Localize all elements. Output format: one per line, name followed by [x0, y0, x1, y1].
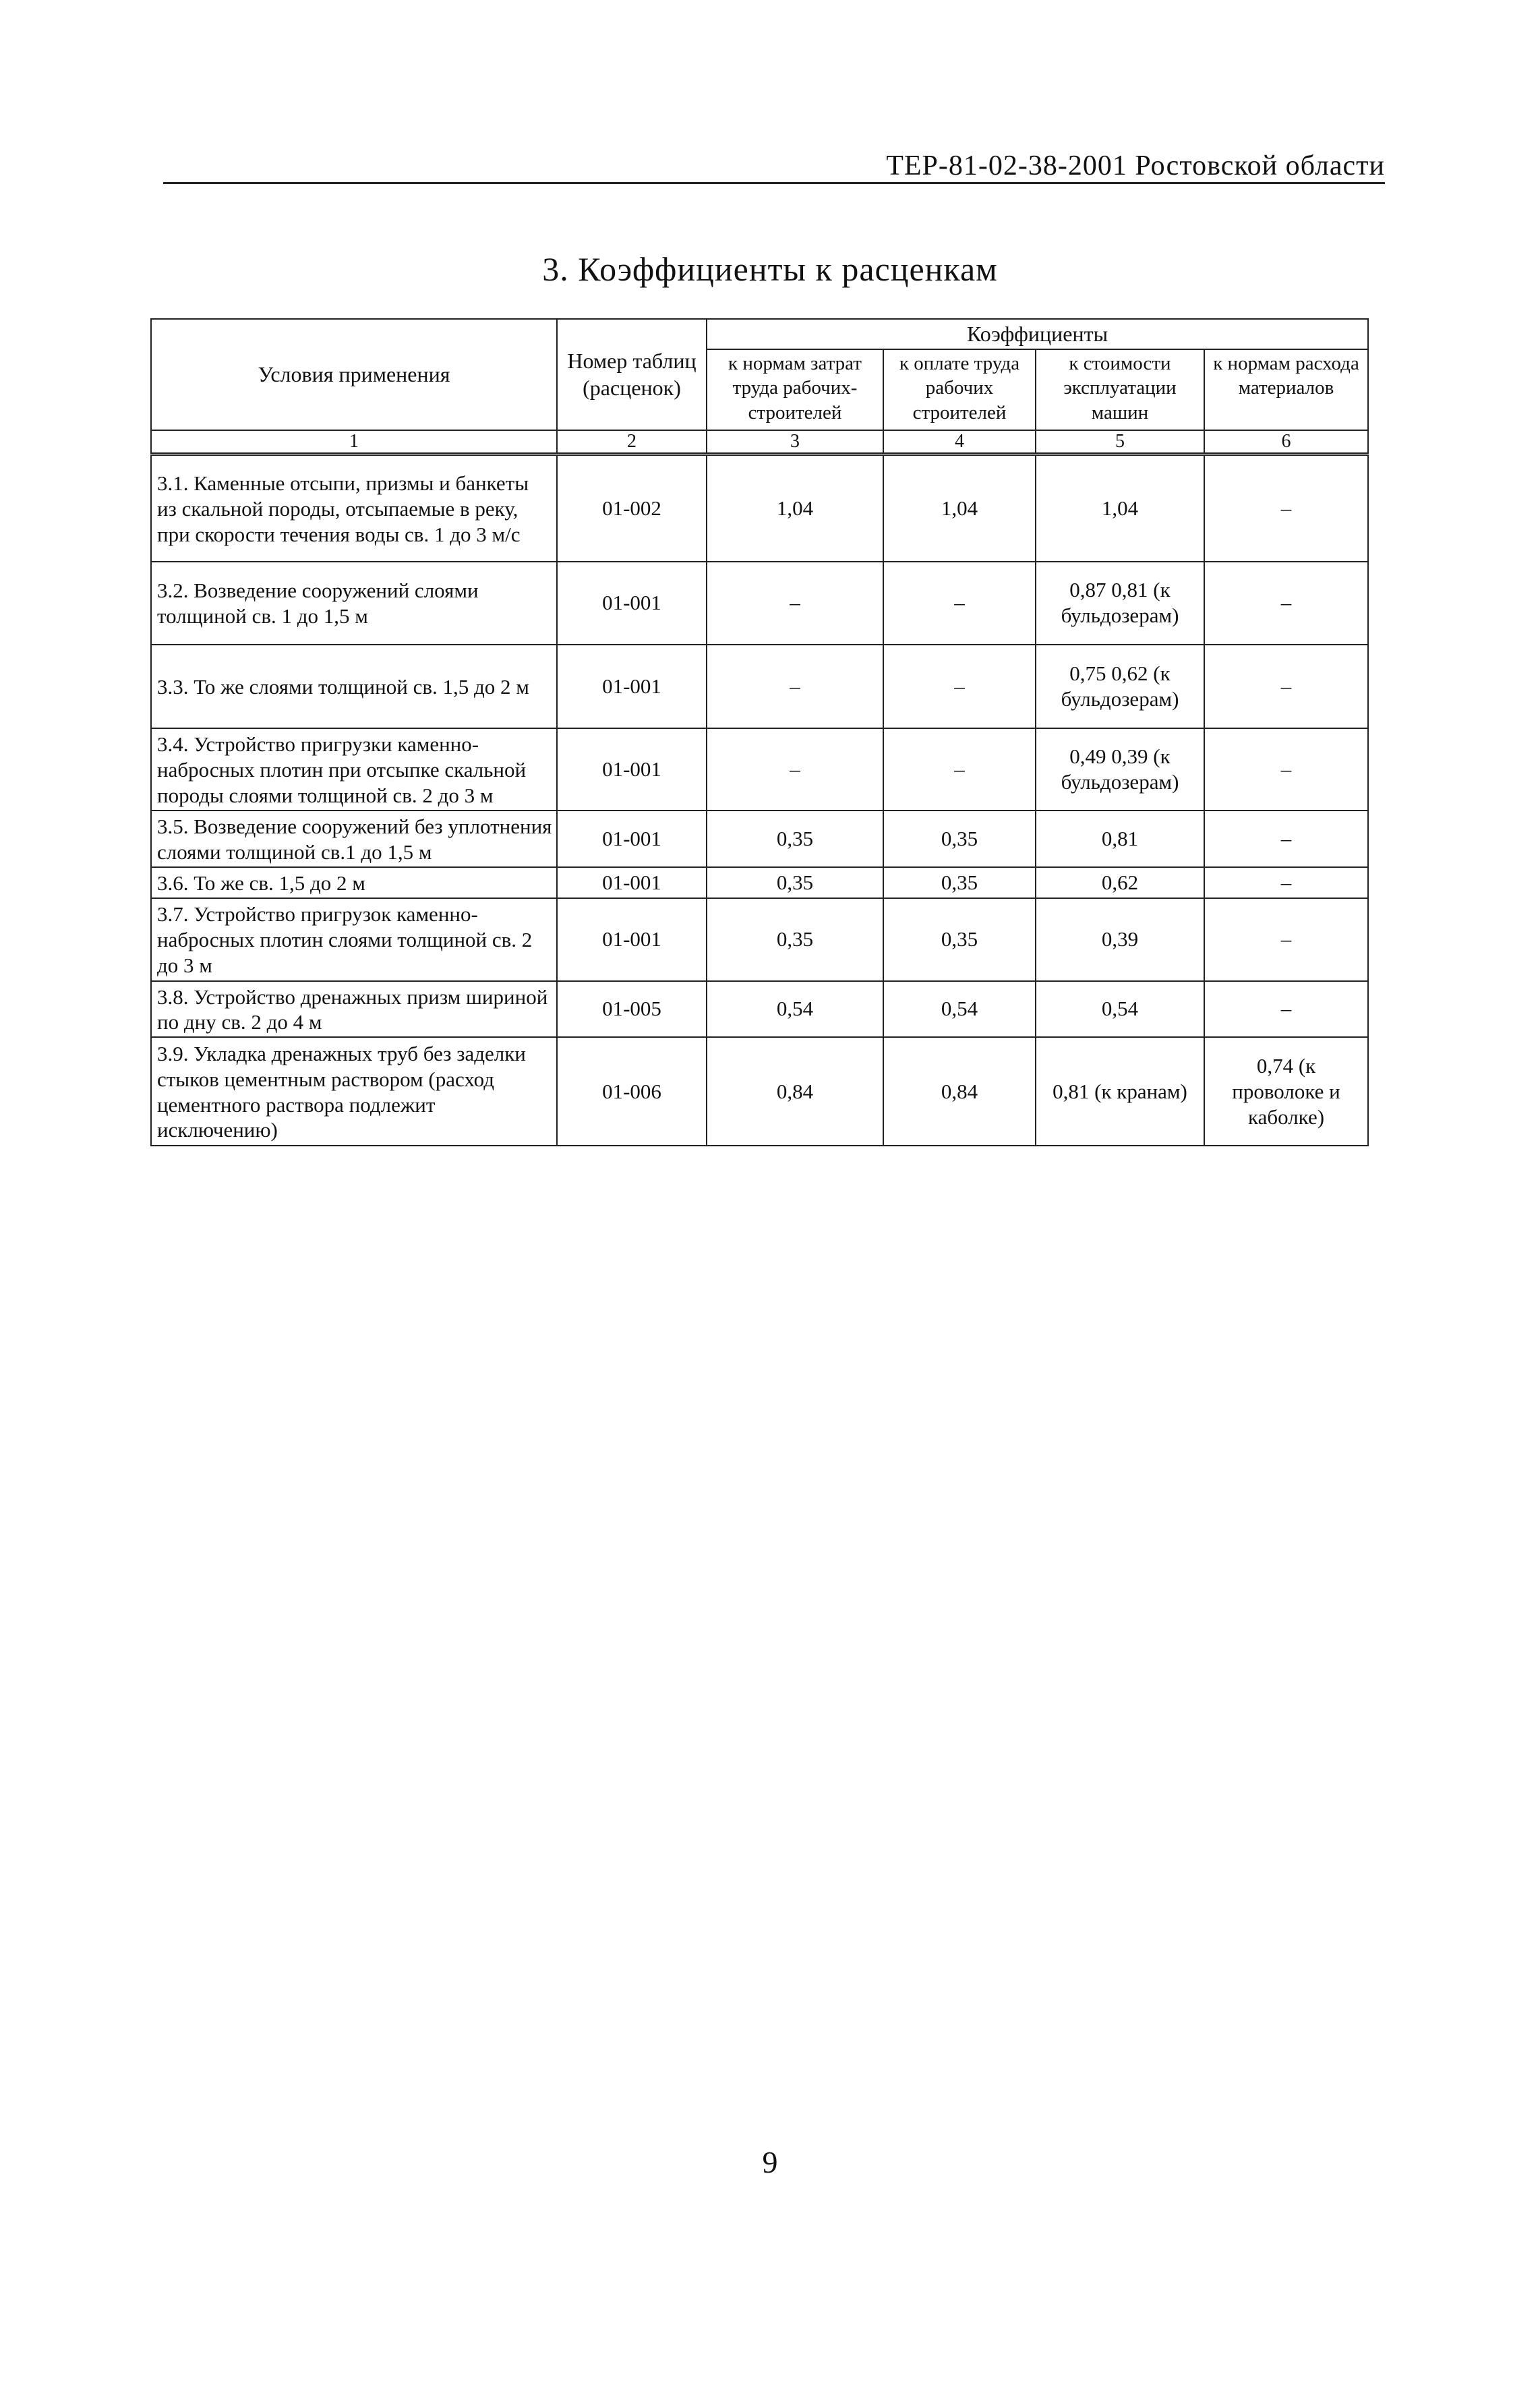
- column-number: 6: [1204, 430, 1368, 454]
- column-number: 1: [151, 430, 557, 454]
- table-row: [151, 898, 1368, 981]
- row-machines-coefficient: 0,62: [1036, 867, 1204, 898]
- header-labor-norms: к нормам затрат труда рабочих-строителей: [707, 349, 883, 430]
- row-materials-coefficient: –: [1204, 898, 1368, 981]
- row-table-number: 01-001: [557, 867, 707, 898]
- row-materials-coefficient: –: [1204, 867, 1368, 898]
- row-condition: 3.1. Каменные отсыпи, призмы и банкеты из скальной породы, отсыпаемые в реку, при скорости течения воды св. 1 до 3 м/с: [151, 454, 557, 562]
- row-condition: 3.9. Укладка дренажных труб без заделки стыков цементным раствором (расход цементного раствора подлежит исключению): [151, 1037, 557, 1146]
- table-row: [151, 454, 1368, 562]
- row-wages-coefficient: –: [883, 645, 1036, 728]
- page-number: 9: [762, 2145, 778, 2179]
- coefficients-table: [150, 318, 1369, 1146]
- header-conditions: Условия применения: [151, 319, 557, 430]
- table-row: [151, 867, 1368, 898]
- row-materials-coefficient: –: [1204, 981, 1368, 1038]
- row-materials-coefficient: –: [1204, 811, 1368, 867]
- row-labor-coefficient: –: [707, 728, 883, 811]
- row-wages-coefficient: 0,84: [883, 1037, 1036, 1146]
- row-machines-coefficient: 0,49 0,39 (к бульдозерам): [1036, 728, 1204, 811]
- row-materials-coefficient: –: [1204, 454, 1368, 562]
- table-row: [151, 981, 1368, 1038]
- row-machines-coefficient: 0,54: [1036, 981, 1204, 1038]
- row-condition: 3.5. Возведение сооружений без уплотнения слоями толщиной св.1 до 1,5 м: [151, 811, 557, 867]
- row-materials-coefficient: 0,74 (к проволоке и каболке): [1204, 1037, 1368, 1146]
- row-machines-coefficient: 0,39: [1036, 898, 1204, 981]
- column-number: 4: [883, 430, 1036, 454]
- section-title: 3. Коэффициенты к расценкам: [542, 250, 998, 288]
- header-coefficients: Коэффициенты: [707, 319, 1368, 349]
- row-table-number: 01-005: [557, 981, 707, 1038]
- row-wages-coefficient: 1,04: [883, 454, 1036, 562]
- row-materials-coefficient: –: [1204, 728, 1368, 811]
- row-labor-coefficient: 0,35: [707, 811, 883, 867]
- row-materials-coefficient: –: [1204, 645, 1368, 728]
- table-row: [151, 728, 1368, 811]
- column-number: 3: [707, 430, 883, 454]
- row-table-number: 01-001: [557, 728, 707, 811]
- column-numbers-row: [151, 430, 1368, 454]
- row-condition: 3.6. То же св. 1,5 до 2 м: [151, 867, 557, 898]
- row-wages-coefficient: 0,54: [883, 981, 1036, 1038]
- row-wages-coefficient: 0,35: [883, 811, 1036, 867]
- row-wages-coefficient: –: [883, 728, 1036, 811]
- header-machine-costs: к стоимости эксплуатации машин: [1036, 349, 1204, 430]
- row-machines-coefficient: 0,81: [1036, 811, 1204, 867]
- row-table-number: 01-001: [557, 562, 707, 645]
- row-wages-coefficient: 0,35: [883, 867, 1036, 898]
- row-wages-coefficient: 0,35: [883, 898, 1036, 981]
- header-rule: [163, 182, 1385, 184]
- row-wages-coefficient: –: [883, 562, 1036, 645]
- row-labor-coefficient: 0,35: [707, 898, 883, 981]
- row-machines-coefficient: 0,87 0,81 (к бульдозерам): [1036, 562, 1204, 645]
- row-table-number: 01-001: [557, 811, 707, 867]
- column-number: 2: [557, 430, 707, 454]
- header-labor-wages: к оплате труда рабочих строителей: [883, 349, 1036, 430]
- column-number: 5: [1036, 430, 1204, 454]
- row-machines-coefficient: 1,04: [1036, 454, 1204, 562]
- row-machines-coefficient: 0,81 (к кранам): [1036, 1037, 1204, 1146]
- row-condition: 3.4. Устройство пригрузки каменно-набросных плотин при отсыпке скальной породы слоями толщиной св. 2 до 3 м: [151, 728, 557, 811]
- row-labor-coefficient: 0,35: [707, 867, 883, 898]
- row-condition: 3.3. То же слоями толщиной св. 1,5 до 2 м: [151, 645, 557, 728]
- row-labor-coefficient: 1,04: [707, 454, 883, 562]
- row-labor-coefficient: 0,84: [707, 1037, 883, 1146]
- row-condition: 3.7. Устройство пригрузок каменно-набросных плотин слоями толщиной св. 2 до 3 м: [151, 898, 557, 981]
- row-labor-coefficient: –: [707, 645, 883, 728]
- header-table-number: Номер таблиц (расценок): [557, 319, 707, 430]
- row-materials-coefficient: –: [1204, 562, 1368, 645]
- table-row: [151, 811, 1368, 867]
- header-material-norms: к нормам расхода материалов: [1204, 349, 1368, 430]
- table-row: [151, 1037, 1368, 1146]
- row-machines-coefficient: 0,75 0,62 (к бульдозерам): [1036, 645, 1204, 728]
- row-table-number: 01-001: [557, 645, 707, 728]
- row-table-number: 01-006: [557, 1037, 707, 1146]
- table-row: [151, 645, 1368, 728]
- row-table-number: 01-001: [557, 898, 707, 981]
- row-condition: 3.2. Возведение сооружений слоями толщиной св. 1 до 1,5 м: [151, 562, 557, 645]
- row-labor-coefficient: –: [707, 562, 883, 645]
- row-labor-coefficient: 0,54: [707, 981, 883, 1038]
- row-table-number: 01-002: [557, 454, 707, 562]
- row-condition: 3.8. Устройство дренажных призм шириной по дну св. 2 до 4 м: [151, 981, 557, 1038]
- document-header: ТЕР-81-02-38-2001 Ростовской области: [886, 150, 1385, 181]
- table-row: [151, 562, 1368, 645]
